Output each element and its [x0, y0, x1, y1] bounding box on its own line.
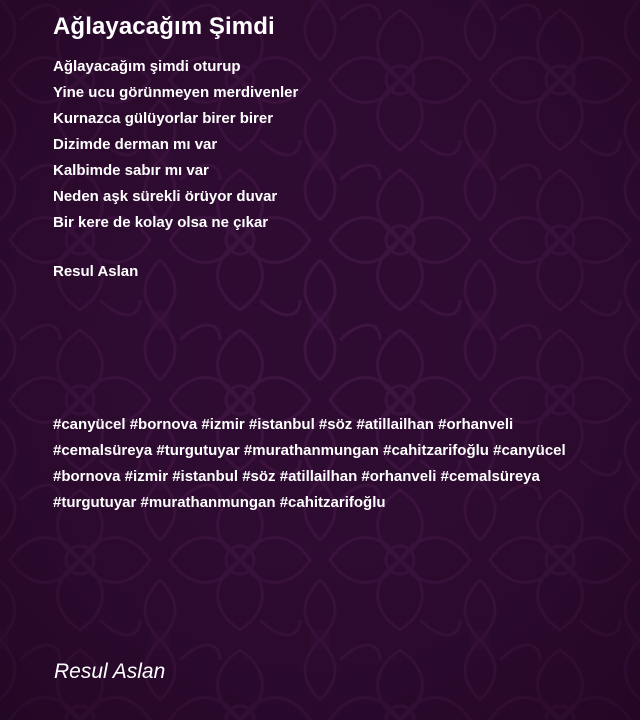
poem-lines: [53, 54, 298, 236]
poem-line: Yine ucu görünmeyen merdivenler: [53, 84, 299, 101]
hashtags: #canyücel #bornova #izmir #istanbul #söz #atillailhan #orhanveli #cemalsüreya #turgutuyar #murathanmungan #cahitzarifoğlu #canyücel #bornova #izmir #istanbul #söz #atillailhan #orhanveli #cemalsüreya #turgutuyar #murathanmungan #cahitzarifoğlu: [53, 416, 566, 511]
author-signature: Resul Aslan: [54, 660, 166, 683]
poem-line: Kurnazca gülüyorlar birer birer: [53, 110, 274, 127]
poem-line: Kalbimde sabır mı var: [53, 162, 209, 179]
poem-title: Ağlayacağım Şimdi: [53, 13, 275, 40]
poem-line: Dizimde derman mı var: [53, 136, 218, 153]
poem-line: Neden aşk sürekli örüyor duvar: [53, 188, 278, 205]
poem-author: Resul Aslan: [53, 263, 139, 280]
poem-line: Bir kere de kolay olsa ne çıkar: [53, 214, 269, 231]
poem-line: Ağlayacağım şimdi oturup: [53, 58, 241, 75]
